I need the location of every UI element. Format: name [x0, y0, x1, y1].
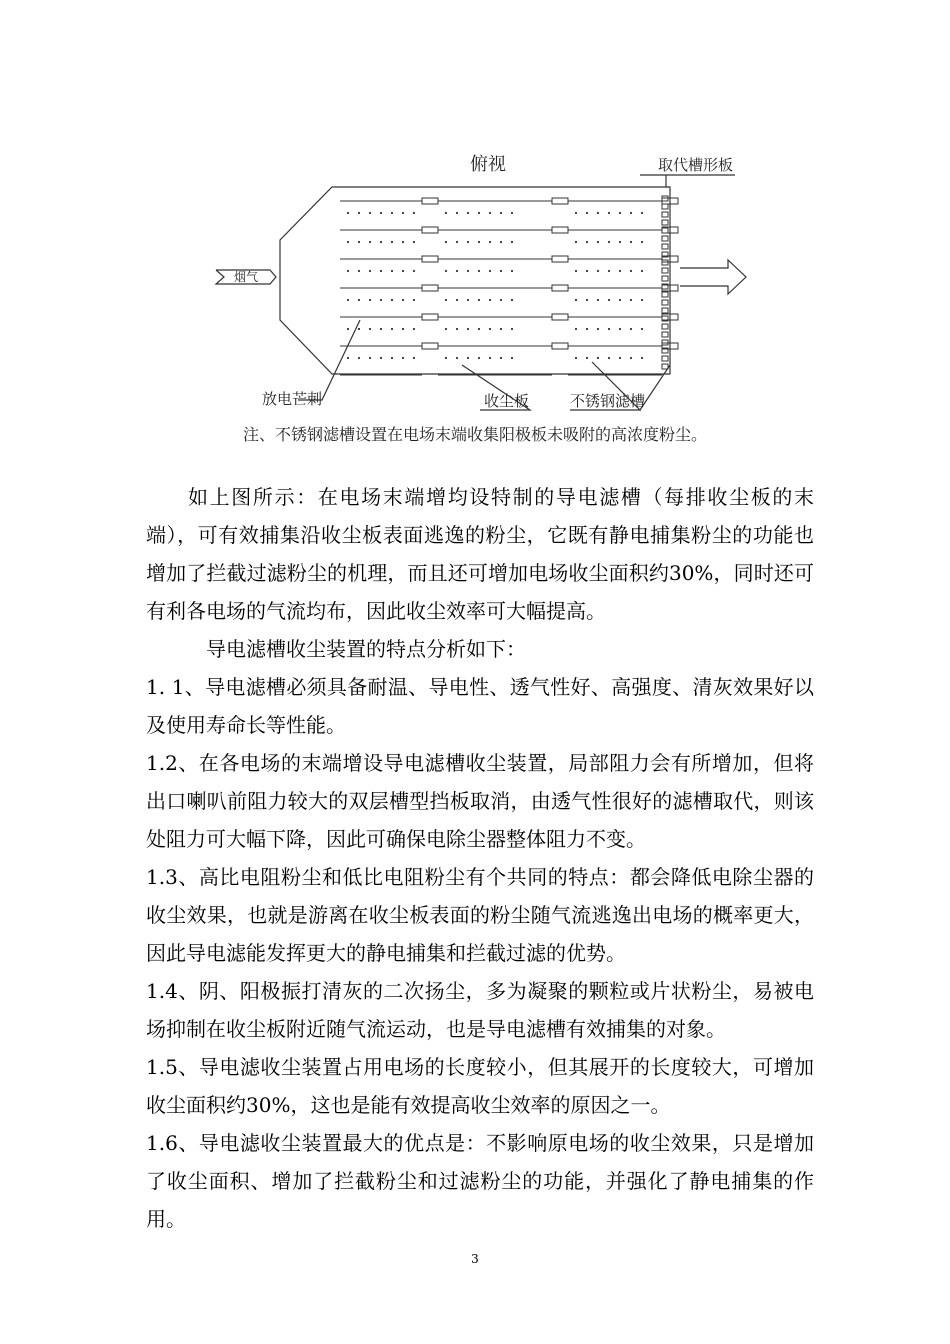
discharge-electrode-dot [413, 241, 415, 243]
discharge-electrode-dot [347, 357, 349, 359]
filter-trough [552, 227, 568, 233]
discharge-electrode-dot [456, 241, 458, 243]
discharge-electrode-dot [575, 328, 577, 330]
discharge-electrode-dot [619, 270, 621, 272]
discharge-electrode-dot [489, 270, 491, 272]
discharge-electrode-dot [619, 328, 621, 330]
discharge-electrode-dot [402, 270, 404, 272]
discharge-electrode-dot [347, 299, 349, 301]
discharge-electrode-dot [391, 270, 393, 272]
discharge-electrode-dot [456, 328, 458, 330]
discharge-electrode-dot [402, 299, 404, 301]
discharge-electrode-dot [586, 328, 588, 330]
end-trough-segment [662, 332, 668, 337]
discharge-electrode-dot [467, 212, 469, 214]
discharge-electrode-dot [478, 241, 480, 243]
discharge-electrode-dot [608, 241, 610, 243]
end-trough-segment [662, 204, 668, 209]
discharge-electrode-dot [413, 299, 415, 301]
discharge-electrode-dot [402, 212, 404, 214]
discharge-electrode-dot [456, 299, 458, 301]
discharge-electrode-dot [575, 241, 577, 243]
discharge-electrode-dot [445, 357, 447, 359]
discharge-electrode-dot [358, 212, 360, 214]
discharge-electrode-dot [619, 241, 621, 243]
diagram-caption: 注、不锈钢滤槽设置在电场末端收集阳极板未吸附的高浓度粉尘。 [243, 425, 708, 444]
discharge-electrode-dot [641, 241, 643, 243]
discharge-electrode-dot [413, 270, 415, 272]
discharge-electrode-dot [380, 299, 382, 301]
discharge-electrode-dot [380, 270, 382, 272]
discharge-electrode-dot [608, 212, 610, 214]
discharge-electrode-dot [630, 212, 632, 214]
filter-trough [422, 285, 438, 291]
label-collecting-plate: 收尘板 [484, 392, 530, 410]
label-stainless-trough: 不锈钢滤槽 [570, 392, 646, 410]
discharge-electrode-dot [380, 328, 382, 330]
discharge-electrode-dot [391, 241, 393, 243]
discharge-electrode-dot [597, 299, 599, 301]
end-trough-segment [662, 364, 668, 369]
paragraph-1-2: 1.2、在各电场的末端增设导电滤槽收尘装置，局部阻力会有所增加，但将出口喇叭前阻力较大的双层槽型挡板取消，由透气性很好的滤槽取代，则该处阻力可大幅下降，因此可确保电除尘器整体阻力不变。 [146, 751, 814, 851]
discharge-electrode-dot [358, 328, 360, 330]
paragraph-1-3: 1.3、高比电阻粉尘和低比电阻粉尘有个共同的特点：都会降低电除尘器的收尘效果，也就是游离在收尘板表面的粉尘随气流逃逸出电场的概率更大，因此导电滤能发挥更大的静电捕集和拦截过滤的优势。 [146, 865, 814, 965]
discharge-electrode-dot [467, 328, 469, 330]
discharge-electrode-dot [489, 328, 491, 330]
filter-trough [552, 256, 568, 262]
discharge-electrode-dot [608, 299, 610, 301]
discharge-electrode-dot [597, 357, 599, 359]
paragraph-intro: 如上图所示：在电场末端增均设特制的导电滤槽（每排收尘板的末端），可有效捕集沿收尘板表面逃逸的粉尘，它既有静电捕集粉尘的功能也增加了拦截过滤粉尘的机理，而且还可增加电场收尘面积约30%，同时还可有利各电场的气流均布，因此收尘效率可大幅提高。 [146, 485, 814, 623]
end-trough-segment [662, 356, 668, 361]
discharge-electrode-dot [402, 241, 404, 243]
end-trough-segment [662, 324, 668, 329]
discharge-electrode-dot [358, 357, 360, 359]
end-trough-segment [662, 292, 668, 297]
end-trough-segment [662, 244, 668, 249]
discharge-electrode-dot [369, 270, 371, 272]
discharge-electrode-dot [478, 270, 480, 272]
discharge-electrode-dot [478, 357, 480, 359]
end-trough-segment [662, 300, 668, 305]
discharge-electrode-dot [358, 241, 360, 243]
discharge-electrode-dot [358, 270, 360, 272]
end-trough-segment [662, 220, 668, 225]
discharge-electrode-dot [347, 212, 349, 214]
discharge-electrode-dot [586, 299, 588, 301]
label-replace-channel-plate: 取代槽形板 [658, 156, 734, 174]
discharge-electrode-dot [586, 212, 588, 214]
discharge-electrode-dot [630, 357, 632, 359]
discharge-electrode-dot [478, 299, 480, 301]
discharge-electrode-dot [369, 328, 371, 330]
discharge-electrode-dot [500, 241, 502, 243]
discharge-electrode-dot [489, 241, 491, 243]
discharge-electrode-dot [608, 328, 610, 330]
paragraph-1-6: 1.6、导电滤收尘装置最大的优点是：不影响原电场的收尘效果，只是增加了收尘面积、增加了拦截粉尘和过滤粉尘的功能，并强化了静电捕集的作用。 [146, 1131, 814, 1231]
discharge-electrode-dot [500, 328, 502, 330]
discharge-electrode-dot [478, 328, 480, 330]
discharge-electrode-dot [456, 212, 458, 214]
discharge-electrode-dot [511, 270, 513, 272]
discharge-electrode-dot [500, 357, 502, 359]
discharge-electrode-dot [413, 357, 415, 359]
discharge-electrode-dot [369, 299, 371, 301]
filter-trough [422, 314, 438, 320]
discharge-electrode-dot [630, 270, 632, 272]
discharge-electrode-dot [445, 328, 447, 330]
filter-trough [552, 314, 568, 320]
discharge-electrode-dot [380, 357, 382, 359]
discharge-electrode-dot [500, 299, 502, 301]
discharge-electrode-dot [456, 270, 458, 272]
discharge-electrode-dot [586, 357, 588, 359]
discharge-electrode-dot [511, 241, 513, 243]
end-trough-segment [662, 268, 668, 273]
discharge-electrode-dot [630, 299, 632, 301]
discharge-electrode-dot [467, 357, 469, 359]
label-flue-gas: 烟气 [234, 270, 259, 284]
discharge-electrode-dot [641, 299, 643, 301]
discharge-electrode-dot [347, 270, 349, 272]
filter-trough [422, 198, 438, 204]
discharge-electrode-dot [391, 299, 393, 301]
paragraph-1-4: 1.4、阴、阳极振打清灰的二次扬尘，多为凝聚的颗粒或片状粉尘，易被电场抑制在收尘板附近随气流运动，也是导电滤槽有效捕集的对象。 [146, 979, 814, 1041]
filter-trough [552, 198, 568, 204]
discharge-electrode-dot [641, 328, 643, 330]
discharge-electrode-dot [597, 328, 599, 330]
discharge-electrode-dot [630, 241, 632, 243]
discharge-electrode-dot [467, 270, 469, 272]
filter-trough [422, 227, 438, 233]
discharge-electrode-dot [511, 212, 513, 214]
filter-trough [422, 256, 438, 262]
discharge-electrode-dot [445, 299, 447, 301]
discharge-electrode-dot [641, 270, 643, 272]
precipitator-top-view-diagram [200, 140, 760, 450]
discharge-electrode-dot [445, 270, 447, 272]
paragraph-1-1: 1. 1、导电滤槽必须具备耐温、导电性、透气性好、高强度、清灰效果好以及使用寿命长等性能。 [146, 675, 814, 737]
discharge-electrode-dot [358, 299, 360, 301]
discharge-electrode-dot [586, 241, 588, 243]
discharge-electrode-dot [630, 328, 632, 330]
discharge-electrode-dot [369, 241, 371, 243]
discharge-electrode-dot [391, 328, 393, 330]
filter-trough [552, 343, 568, 349]
leader-electrode [298, 320, 360, 400]
discharge-electrode-dot [511, 328, 513, 330]
outlet-arrow [680, 260, 746, 294]
discharge-electrode-dot [619, 357, 621, 359]
discharge-electrode-dot [413, 212, 415, 214]
discharge-electrode-dot [619, 299, 621, 301]
discharge-electrode-dot [575, 299, 577, 301]
end-trough-segment [662, 228, 668, 233]
body-text [146, 478, 814, 1238]
discharge-electrode-dot [608, 357, 610, 359]
discharge-electrode-dot [456, 357, 458, 359]
discharge-electrode-dot [478, 212, 480, 214]
paragraph-features-heading: 导电滤槽收尘装置的特点分析如下： [206, 637, 526, 661]
page-number: 3 [471, 1252, 479, 1266]
discharge-electrode-dot [511, 299, 513, 301]
discharge-electrode-dot [511, 357, 513, 359]
discharge-electrode-dot [608, 270, 610, 272]
discharge-electrode-dot [445, 241, 447, 243]
diagram-title: 俯视 [470, 154, 506, 175]
discharge-electrode-dot [391, 357, 393, 359]
discharge-electrode-dot [489, 212, 491, 214]
discharge-electrode-dot [402, 328, 404, 330]
discharge-electrode-dot [347, 241, 349, 243]
discharge-electrode-dot [586, 270, 588, 272]
end-trough-segment [662, 276, 668, 281]
discharge-electrode-dot [369, 357, 371, 359]
discharge-electrode-dot [575, 357, 577, 359]
discharge-electrode-dot [597, 212, 599, 214]
discharge-electrode-dot [413, 328, 415, 330]
discharge-electrode-dot [402, 357, 404, 359]
discharge-electrode-dot [641, 212, 643, 214]
discharge-electrode-dot [597, 270, 599, 272]
discharge-electrode-dot [369, 212, 371, 214]
paragraph-1-5: 1.5、导电滤收尘装置占用电场的长度较小，但其展开的长度较大，可增加收尘面积约30%，这也是能有效提高收尘效率的原因之一。 [146, 1055, 814, 1117]
label-discharge-electrode: 放电芒刺 [262, 390, 323, 408]
discharge-electrode-dot [500, 212, 502, 214]
end-trough-segment [662, 212, 668, 217]
discharge-electrode-dot [500, 270, 502, 272]
discharge-electrode-dot [575, 212, 577, 214]
discharge-electrode-dot [619, 212, 621, 214]
discharge-electrode-dot [597, 241, 599, 243]
end-trough-segment [662, 308, 668, 313]
discharge-electrode-dot [641, 357, 643, 359]
discharge-electrode-dot [575, 270, 577, 272]
discharge-electrode-dot [489, 299, 491, 301]
discharge-electrode-dot [391, 212, 393, 214]
discharge-electrode-dot [380, 212, 382, 214]
discharge-electrode-dot [467, 299, 469, 301]
filter-trough [552, 285, 568, 291]
discharge-electrode-dot [445, 212, 447, 214]
discharge-electrode-dot [467, 241, 469, 243]
discharge-electrode-dot [489, 357, 491, 359]
discharge-electrode-dot [347, 328, 349, 330]
end-trough-segment [662, 236, 668, 241]
filter-trough [422, 343, 438, 349]
discharge-electrode-dot [380, 241, 382, 243]
